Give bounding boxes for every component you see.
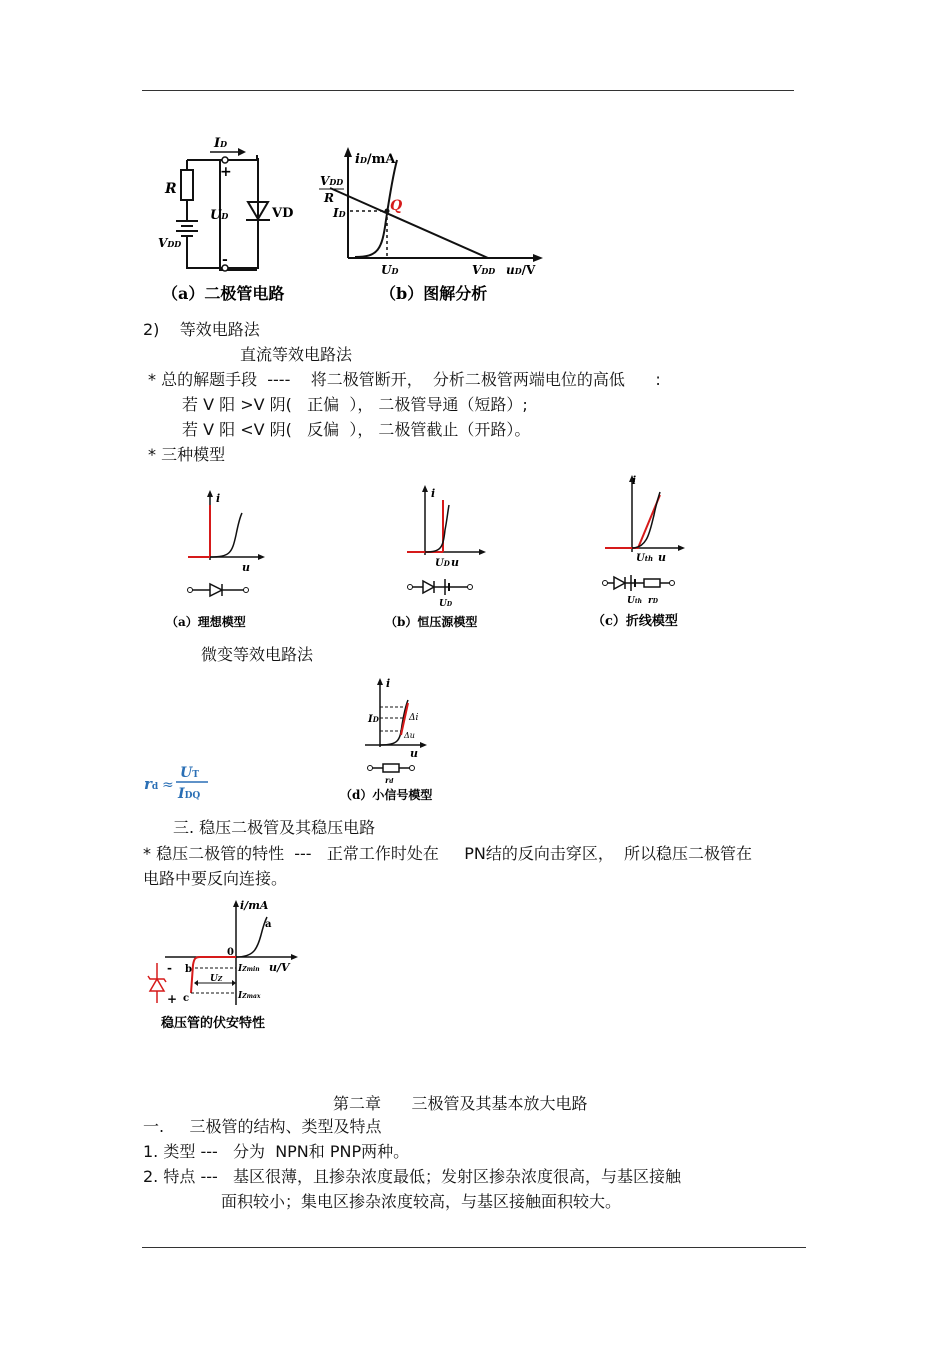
formula-den: IDQ — [178, 786, 201, 802]
piecewise-model-figure — [590, 470, 700, 630]
zener-c: c — [183, 993, 190, 1004]
model-c-caption: （c）折线模型 — [592, 614, 678, 629]
model-d-di: Δi — [409, 713, 419, 723]
model-b-u: u — [451, 556, 459, 569]
circuit-minus: - — [222, 252, 228, 268]
graph-ud-label: UD — [381, 263, 399, 277]
method-text: * 总的解题手段 ---- 将二极管断开， 分析二极管两端电位的高低 : — [148, 370, 661, 389]
caption-circuit: （a）二极管电路 — [162, 284, 285, 303]
transistor-structure-heading: 一. 三极管的结构、类型及特点 — [143, 1117, 382, 1136]
zener-text-2: 电路中要反向连接。 — [143, 869, 288, 888]
graph-vdd-r-den: R — [324, 191, 334, 205]
graph-vdd-r-num: VDD — [320, 174, 344, 188]
graph-xlabel: uD/V — [506, 263, 536, 277]
zener-heading: 三. 稳压二极管及其稳压电路 — [173, 818, 376, 837]
zener-caption: 稳压管的伏安特性 — [161, 1016, 266, 1031]
model-d-id: ID — [368, 714, 379, 725]
model-a-i: i — [216, 492, 221, 505]
zener-plus: + — [167, 992, 178, 1006]
model-a-u: u — [242, 561, 250, 574]
model-c-uth2: Uth — [627, 596, 642, 606]
zener-b: b — [185, 964, 192, 975]
transistor-types-text: 1. 类型 --- 分为 NPN和 PNP两种。 — [143, 1142, 410, 1161]
formula-lhs: rd — [144, 775, 159, 793]
circuit-vd-label: VD — [272, 206, 294, 221]
model-b-caption: （b）恒压源模型 — [385, 615, 478, 629]
reverse-bias-text: 若 V 阳 <V 阴( 反偏 ）， 二极管截止（开路）。 — [182, 420, 531, 439]
transistor-features-text-2: 面积较小；集电区掺杂浓度较高，与基区接触面积较大。 — [221, 1192, 622, 1211]
circuit-vdd-label: VDD — [158, 236, 182, 250]
caption-graph: （b）图解分析 — [380, 284, 488, 303]
zener-izmax: IZmax — [238, 991, 261, 1001]
chapter-two-title: 第二章 三极管及其基本放大电路 — [333, 1094, 588, 1113]
model-c-u: u — [658, 551, 666, 564]
zener-izmin: IZmin — [238, 964, 260, 974]
diode-circuit-figure — [150, 125, 570, 310]
zener-a: a — [265, 919, 272, 930]
circuit-r-label: R — [165, 181, 177, 197]
ideal-model-figure — [160, 485, 280, 635]
transistor-features-text-1: 2. 特点 --- 基区很薄，且掺杂浓度最低；发射区掺杂浓度很高，与基区接触 — [143, 1167, 682, 1186]
heading-dc-equivalent: 直流等效电路法 — [240, 345, 353, 364]
model-c-i: i — [632, 474, 637, 487]
model-d-u: u — [410, 747, 418, 760]
circuit-id-label: ID — [214, 136, 228, 151]
formula-num: UT — [180, 765, 199, 781]
model-c-uth: Uth — [636, 553, 654, 564]
graph-ylabel: iD/mA — [355, 152, 396, 167]
zener-uz: UZ — [210, 974, 223, 984]
section-equivalent-circuit: 2) 等效电路法 — [143, 320, 260, 339]
heading-small-signal: 微变等效电路法 — [201, 645, 314, 664]
graph-q-label: Q — [390, 198, 403, 214]
model-d-caption: （d）小信号模型 — [340, 788, 433, 802]
small-signal-model-figure — [340, 675, 455, 805]
rd-formula — [142, 762, 222, 804]
model-d-du: Δu — [404, 731, 415, 740]
model-b-i: i — [431, 487, 436, 500]
graph-vdd-label: VDD — [472, 263, 496, 277]
model-d-rd: rd — [385, 775, 394, 785]
circuit-plus: + — [220, 164, 232, 180]
zener-minus: - — [167, 961, 172, 975]
zener-characteristic-figure — [145, 895, 305, 1035]
model-c-rd: rD — [648, 596, 658, 606]
constant-voltage-model-figure — [385, 480, 495, 635]
model-b-ud: UD — [435, 558, 450, 569]
zener-zero: 0 — [227, 947, 234, 958]
model-d-i: i — [386, 677, 391, 690]
graph-id-label: ID — [333, 206, 346, 220]
zener-ylabel: i/mA — [240, 899, 269, 912]
footer-rule — [142, 1247, 806, 1248]
model-a-caption: （a）理想模型 — [166, 615, 246, 629]
three-models-heading: * 三种模型 — [148, 445, 226, 464]
circuit-ud-label: UD — [210, 208, 229, 223]
formula-approx: ≈ — [162, 777, 174, 793]
header-rule — [142, 90, 794, 91]
forward-bias-text: 若 V 阳 >V 阴( 正偏 ）， 二极管导通（短路）; — [182, 395, 528, 414]
zener-xlabel: u/V — [269, 961, 290, 974]
model-b-ud2: UD — [439, 599, 453, 609]
zener-text-1: * 稳压二极管的特性 --- 正常工作时处在 PN结的反向击穿区， 所以稳压二极管在 — [143, 844, 753, 863]
